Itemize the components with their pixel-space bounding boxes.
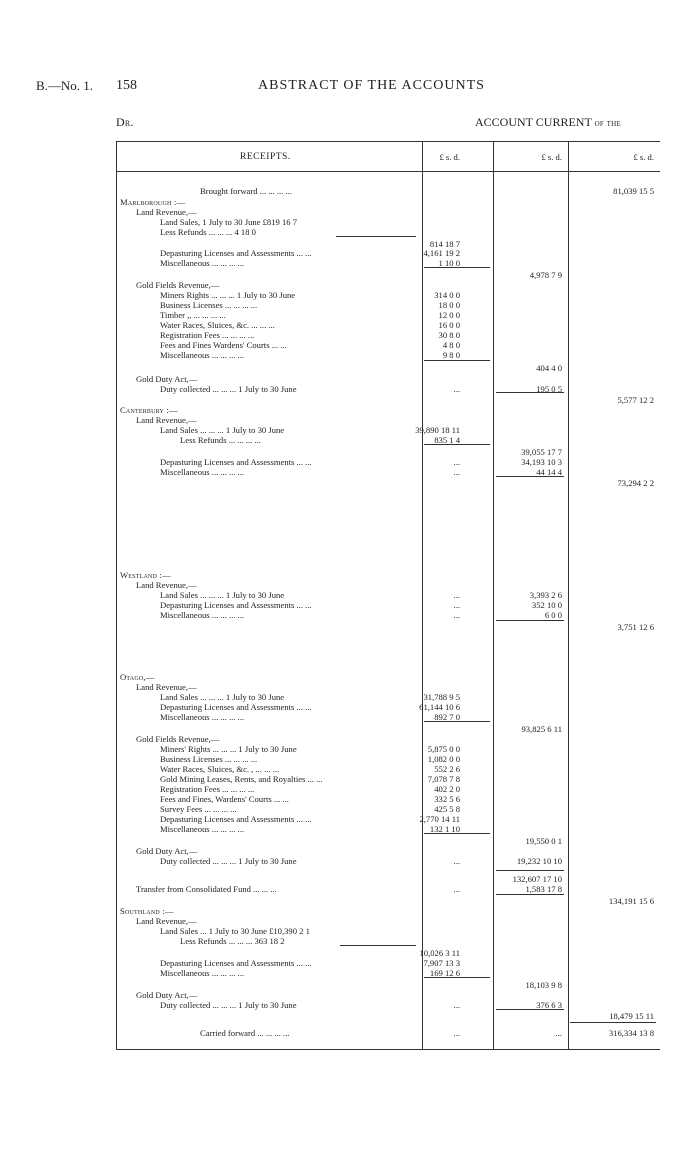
- row-label: Registration Fees ... ... ... ...: [160, 330, 255, 340]
- row-label: Gold Fields Revenue,—: [136, 280, 220, 290]
- row-label: Transfer from Consolidated Fund ... ... ...: [136, 884, 277, 894]
- row-label: Miscellaneous ... ... ... ...: [160, 610, 245, 620]
- amount-c1: 7,078 7 8: [427, 774, 460, 784]
- amount-c1: 1 10 0: [438, 258, 460, 268]
- amount-c1: 892 7 0: [434, 712, 460, 722]
- row-label: Fees and Fines Wardens' Courts ... ...: [160, 340, 287, 350]
- row-label: Land Revenue,—: [136, 415, 197, 425]
- amount-c1: 552 2 6: [434, 764, 460, 774]
- amount-c3: 73,294 2 2: [617, 478, 654, 488]
- row-label: Fees and Fines, Wardens' Courts ... ...: [160, 794, 289, 804]
- amount-c2: 19,550 0 1: [525, 836, 562, 846]
- amount-c2: 6 0 0: [544, 610, 562, 620]
- row-label: Miscellaneous ... ... ... ...: [160, 258, 245, 268]
- amount-c3: 81,039 15 5: [613, 186, 654, 196]
- row-label: Depasturing Licenses and Assessments ... ...: [160, 814, 312, 824]
- subtotal-rule: [424, 721, 490, 722]
- amount-c2: 34,193 10 3: [521, 457, 562, 467]
- row-label: Less Refunds ... ... ... ...: [180, 435, 261, 445]
- row-label: Brought forward ... ... ... ...: [200, 186, 292, 196]
- row-label: Southland :—: [120, 906, 174, 916]
- amount-c1: 16 0 0: [438, 320, 460, 330]
- amount-c1: 314 0 0: [434, 290, 460, 300]
- row-label: Registration Fees ... ... ... ...: [160, 784, 255, 794]
- amount-c1: 7,907 13 3: [423, 958, 460, 968]
- row-label: Land Revenue,—: [136, 207, 197, 217]
- row-label: Miscellaneous ... ... ... ...: [160, 467, 245, 477]
- amount-c2: 132,607 17 10: [512, 874, 562, 884]
- subtotal-rule: [496, 894, 564, 895]
- row-label: Water Races, Sluices, &c. ... ... ...: [160, 320, 275, 330]
- amount-c2: 39,055 17 7: [521, 447, 562, 457]
- amount-c1: 39,890 18 11: [415, 425, 460, 435]
- subtotal-rule: [340, 945, 416, 946]
- col-divider-2: [493, 141, 494, 1049]
- row-label: Business Licenses ... ... ... ...: [160, 300, 258, 310]
- amount-c2: 4,978 7 9: [529, 270, 562, 280]
- row-label: Survey Fees ... ... ... ...: [160, 804, 237, 814]
- amount-c3: 18,479 15 11: [609, 1011, 654, 1021]
- amount-c1: 2,770 14 11: [419, 814, 460, 824]
- amount-c1: 1,082 0 0: [427, 754, 460, 764]
- row-label: Otago,—: [120, 672, 155, 682]
- subtotal-rule: [424, 444, 490, 445]
- col-divider-1: [422, 141, 423, 1049]
- amount-c1: 10,026 3 11: [419, 948, 460, 958]
- row-label: Gold Duty Act,—: [136, 990, 198, 1000]
- row-label: Miscellaneous ... ... ... ...: [160, 968, 245, 978]
- row-label: Duty collected ... ... ... 1 July to 30 June: [160, 1000, 297, 1010]
- amount-c1: 30 8 0: [438, 330, 460, 340]
- row-label: Land Revenue,—: [136, 916, 197, 926]
- row-label: Business Licenses ... ... ... ...: [160, 754, 258, 764]
- dr-label: Dr.: [116, 115, 134, 129]
- row-label: Depasturing Licenses and Assessments ... ...: [160, 248, 312, 258]
- amount-c1: ...: [453, 1000, 460, 1010]
- amount-c1: 9 8 0: [442, 350, 460, 360]
- row-label: Depasturing Licenses and Assessments ... ...: [160, 600, 312, 610]
- row-label: Land Sales ... ... ... 1 July to 30 June: [160, 692, 285, 702]
- row-label: Land Sales ... ... ... 1 July to 30 June: [160, 590, 285, 600]
- subtotal-rule: [496, 476, 564, 477]
- row-label: Miners' Rights ... ... ... 1 July to 30 June: [160, 744, 297, 754]
- row-label: Westland :—: [120, 570, 171, 580]
- lsd-header-2: £ s. d.: [541, 152, 562, 162]
- row-label: Land Sales ... 1 July to 30 June £10,390 2 1: [160, 926, 310, 936]
- row-label: Gold Duty Act,—: [136, 374, 198, 384]
- amount-c1: 12 0 0: [438, 310, 460, 320]
- row-label: Duty collected ... ... ... 1 July to 30 June: [160, 384, 297, 394]
- row-label: Land Sales ... ... ... 1 July to 30 June: [160, 425, 285, 435]
- amount-c3: 5,577 12 2: [617, 395, 654, 405]
- subtotal-rule: [496, 620, 564, 621]
- amount-c1: 425 5 8: [434, 804, 460, 814]
- amount-c1: 31,788 9 5: [423, 692, 460, 702]
- row-label: Gold Duty Act,—: [136, 846, 198, 856]
- amount-c1: ...: [453, 467, 460, 477]
- receipts-header: RECEIPTS.: [240, 152, 291, 162]
- amount-c1: ...: [453, 884, 460, 894]
- row-label: Land Sales, 1 July to 30 June £819 16 7: [160, 217, 298, 227]
- amount-c1: 132 1 10: [429, 824, 460, 834]
- row-label: Timber ,, ... ... ... ...: [160, 310, 226, 320]
- subtotal-rule: [424, 267, 490, 268]
- amount-c1: ...: [453, 457, 460, 467]
- page-title: ABSTRACT OF THE ACCOUNTS: [258, 78, 485, 93]
- amount-c2: 93,825 6 11: [521, 724, 562, 734]
- amount-c1: ...: [453, 590, 460, 600]
- amount-c1: 332 5 6: [434, 794, 460, 804]
- subtitle-text: ACCOUNT CURRENT: [475, 115, 592, 129]
- subtotal-rule: [336, 236, 416, 237]
- amount-c1: 5,875 0 0: [427, 744, 460, 754]
- amount-c1: ...: [453, 384, 460, 394]
- amount-c1: ...: [453, 856, 460, 866]
- amount-c1: 169 12 6: [429, 968, 460, 978]
- row-label: Miners Rights ... ... ... 1 July to 30 June: [160, 290, 296, 300]
- account-current-heading: [475, 115, 621, 130]
- amount-c1: 18 0 0: [438, 300, 460, 310]
- row-label: Miscellaneous ... ... ... ...: [160, 712, 245, 722]
- table-top-rule: [116, 141, 660, 142]
- amount-c1: 402 2 0: [434, 784, 460, 794]
- amount-c2: 44 14 4: [536, 467, 562, 477]
- row-label: Marlborough :—: [120, 197, 186, 207]
- document-ref: B.—No. 1.: [36, 78, 94, 93]
- row-label: Depasturing Licenses and Assessments ... ...: [160, 457, 312, 467]
- subtotal-rule: [496, 870, 564, 871]
- amount-c2: 404 4 0: [536, 363, 562, 373]
- amount-c2: 1,583 17 8: [525, 884, 562, 894]
- row-label: Carried forward ... ... ... ...: [200, 1028, 290, 1038]
- row-label: Depasturing Licenses and Assessments ... ...: [160, 958, 312, 968]
- amount-c2: ...: [555, 1028, 562, 1038]
- row-label: Gold Mining Leases, Rents, and Royalties ... ...: [160, 774, 323, 784]
- subtotal-rule: [496, 392, 564, 393]
- row-label: Canterbury :—: [120, 405, 178, 415]
- row-label: Depasturing Licenses and Assessments ... ...: [160, 702, 312, 712]
- amount-c3: 3,751 12 6: [617, 622, 654, 632]
- subtotal-rule: [424, 833, 490, 834]
- page-number: 158: [116, 78, 137, 93]
- row-label: Less Refunds ... ... ... 363 18 2: [180, 936, 285, 946]
- subtotal-rule: [424, 977, 490, 978]
- table-left-rule: [116, 141, 117, 1049]
- amount-c3: 316,334 13 8: [608, 1028, 654, 1038]
- amount-c2: 376 6 3: [536, 1000, 562, 1010]
- row-label: Miscellaneous ... ... ... ...: [160, 824, 245, 834]
- row-label: Water Races, Sluices, &c. , ... ... ...: [160, 764, 280, 774]
- subtitle-suffix: of the: [594, 118, 621, 129]
- amount-c1: 4 8 0: [442, 340, 460, 350]
- row-label: Land Revenue,—: [136, 682, 197, 692]
- table-header-rule: [116, 171, 660, 172]
- row-label: Duty collected ... ... ... 1 July to 30 June: [160, 856, 297, 866]
- amount-c1: ...: [453, 610, 460, 620]
- amount-c2: 195 0 5: [536, 384, 562, 394]
- row-label: Land Revenue,—: [136, 580, 197, 590]
- amount-c1: ...: [453, 600, 460, 610]
- row-label: Miscellaneous ... ... ... ...: [160, 350, 245, 360]
- subtotal-rule: [570, 1022, 656, 1023]
- amount-c3: 134,191 15 6: [608, 896, 654, 906]
- row-label: Gold Fields Revenue,—: [136, 734, 220, 744]
- amount-c1: 835 1 4: [434, 435, 460, 445]
- subtotal-rule: [424, 360, 490, 361]
- amount-c1: 814 18 7: [429, 239, 460, 249]
- lsd-header-1: £ s. d.: [439, 152, 460, 162]
- amount-c2: 3,393 2 6: [529, 590, 562, 600]
- amount-c2: 352 10 0: [531, 600, 562, 610]
- amount-c2: 19,232 10 10: [516, 856, 562, 866]
- amount-c1: 61,144 10 6: [419, 702, 460, 712]
- lsd-header-3: £ s. d.: [633, 152, 654, 162]
- col-divider-3: [568, 141, 569, 1049]
- row-label: Less Refunds ... ... ... 4 18 0: [160, 227, 256, 237]
- amount-c1: ...: [453, 1028, 460, 1038]
- amount-c2: 18,103 9 8: [525, 980, 562, 990]
- subtotal-rule: [496, 1009, 564, 1010]
- table-bottom-rule: [116, 1049, 660, 1050]
- amount-c1: 4,161 19 2: [423, 248, 460, 258]
